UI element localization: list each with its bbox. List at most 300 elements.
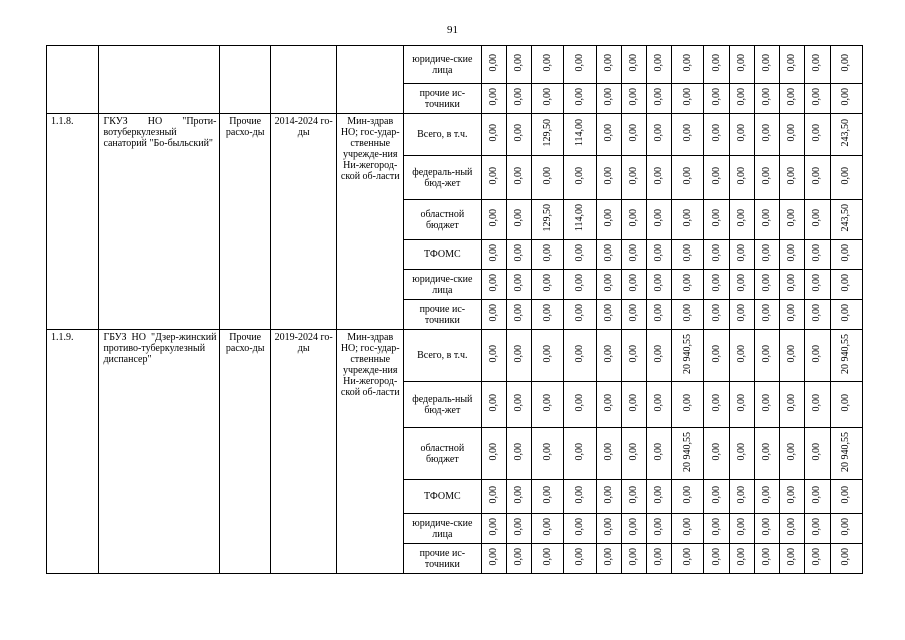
value-cell xyxy=(564,200,596,240)
value-cell xyxy=(647,200,672,240)
value-cell xyxy=(647,114,672,156)
value-cell xyxy=(754,46,779,84)
value-cell xyxy=(564,240,596,270)
value-text: 0,00 xyxy=(735,443,747,461)
value-text: 0,00 xyxy=(573,518,585,536)
value-cell xyxy=(481,300,506,330)
value-text: 0,00 xyxy=(541,518,553,536)
value-cell xyxy=(532,544,564,574)
value-cell xyxy=(647,156,672,200)
value-text: 0,00 xyxy=(512,443,524,461)
value-cell xyxy=(704,544,729,574)
value-cell xyxy=(506,240,531,270)
value-text: 0,00 xyxy=(487,518,499,536)
value-text: 0,00 xyxy=(840,518,852,536)
value-cell xyxy=(596,200,621,240)
value-text: 0,00 xyxy=(710,54,722,72)
value-cell xyxy=(506,300,531,330)
value-text: 0,00 xyxy=(681,518,693,536)
value-text: 0,00 xyxy=(627,518,639,536)
value-text: 0,00 xyxy=(681,54,693,72)
value-text: 0,00 xyxy=(681,394,693,412)
value-text: 0,00 xyxy=(541,167,553,185)
source-cell: юридиче-ские лица xyxy=(404,514,482,544)
value-cell xyxy=(704,114,729,156)
value-text: 0,00 xyxy=(541,394,553,412)
value-cell xyxy=(729,514,754,544)
value-text: 0,00 xyxy=(541,304,553,322)
value-text: 0,00 xyxy=(512,124,524,142)
value-cell xyxy=(564,84,596,114)
value-cell xyxy=(532,114,564,156)
value-cell xyxy=(704,84,729,114)
value-text: 0,00 xyxy=(487,88,499,106)
value-cell xyxy=(647,544,672,574)
value-text: 20 940,55 xyxy=(840,334,852,374)
value-cell xyxy=(780,156,805,200)
value-text: 0,00 xyxy=(786,486,798,504)
value-cell xyxy=(729,270,754,300)
value-text: 0,00 xyxy=(710,443,722,461)
value-cell xyxy=(830,114,863,156)
name-cell xyxy=(99,46,220,114)
value-cell xyxy=(564,382,596,428)
value-cell xyxy=(729,544,754,574)
executor: Мин-здрав НО; гос-удар-ственные учрежде-ния Ни-жегород-ской об-ласти xyxy=(337,114,404,330)
value-cell xyxy=(672,480,704,514)
value-cell xyxy=(506,480,531,514)
value-text: 0,00 xyxy=(573,345,585,363)
value-text: 0,00 xyxy=(760,88,772,106)
value-text: 0,00 xyxy=(735,394,747,412)
value-cell xyxy=(830,300,863,330)
value-text: 0,00 xyxy=(760,124,772,142)
value-text: 0,00 xyxy=(627,124,639,142)
value-cell xyxy=(506,156,531,200)
value-text: 20 940,55 xyxy=(681,334,693,374)
value-text: 0,00 xyxy=(786,244,798,262)
value-cell xyxy=(754,428,779,480)
value-cell xyxy=(564,544,596,574)
value-cell xyxy=(532,480,564,514)
value-text: 0,00 xyxy=(653,54,665,72)
value-text: 0,00 xyxy=(573,304,585,322)
value-cell xyxy=(704,382,729,428)
value-cell xyxy=(729,330,754,382)
value-cell xyxy=(621,156,646,200)
number-cell xyxy=(47,46,99,114)
value-text: 0,00 xyxy=(786,518,798,536)
value-text: 0,00 xyxy=(541,548,553,566)
value-cell xyxy=(564,270,596,300)
value-text: 0,00 xyxy=(487,209,499,227)
value-text: 0,00 xyxy=(602,209,614,227)
value-cell xyxy=(754,480,779,514)
value-cell xyxy=(729,156,754,200)
value-cell xyxy=(729,84,754,114)
value-cell xyxy=(596,544,621,574)
value-text: 129,50 xyxy=(541,119,553,147)
value-text: 0,00 xyxy=(627,486,639,504)
value-cell xyxy=(596,382,621,428)
value-cell xyxy=(780,46,805,84)
value-text: 0,00 xyxy=(786,345,798,363)
value-text: 0,00 xyxy=(710,124,722,142)
value-cell xyxy=(704,300,729,330)
years: 2019-2024 го-ды xyxy=(270,330,337,574)
value-cell xyxy=(805,114,830,156)
value-cell xyxy=(481,114,506,156)
value-cell xyxy=(805,46,830,84)
value-text: 0,00 xyxy=(760,548,772,566)
value-text: 0,00 xyxy=(735,274,747,292)
value-cell xyxy=(805,240,830,270)
value-cell xyxy=(704,200,729,240)
value-text: 0,00 xyxy=(541,54,553,72)
value-text: 0,00 xyxy=(487,244,499,262)
value-cell xyxy=(754,300,779,330)
value-cell xyxy=(532,240,564,270)
value-text: 0,00 xyxy=(735,345,747,363)
value-cell xyxy=(704,428,729,480)
source-cell: прочие ис-точники xyxy=(404,84,482,114)
value-cell xyxy=(564,300,596,330)
value-text: 0,00 xyxy=(512,274,524,292)
value-cell xyxy=(647,270,672,300)
value-cell xyxy=(830,382,863,428)
value-cell xyxy=(621,382,646,428)
value-cell xyxy=(506,84,531,114)
value-text: 0,00 xyxy=(653,304,665,322)
value-text: 0,00 xyxy=(811,443,823,461)
value-cell xyxy=(729,382,754,428)
value-cell xyxy=(532,300,564,330)
value-cell xyxy=(704,240,729,270)
value-text: 0,00 xyxy=(487,124,499,142)
value-text: 0,00 xyxy=(627,274,639,292)
value-text: 0,00 xyxy=(811,244,823,262)
value-cell xyxy=(481,514,506,544)
value-text: 0,00 xyxy=(760,54,772,72)
value-text: 0,00 xyxy=(840,304,852,322)
value-cell xyxy=(532,46,564,84)
value-cell xyxy=(621,300,646,330)
value-cell xyxy=(481,156,506,200)
value-cell xyxy=(647,330,672,382)
value-text: 0,00 xyxy=(653,486,665,504)
value-text: 0,00 xyxy=(735,518,747,536)
value-cell xyxy=(830,46,863,84)
table-row xyxy=(47,46,863,84)
value-text: 0,00 xyxy=(487,443,499,461)
value-cell xyxy=(672,240,704,270)
value-text: 0,00 xyxy=(735,209,747,227)
value-text: 0,00 xyxy=(760,394,772,412)
value-text: 0,00 xyxy=(512,88,524,106)
value-cell xyxy=(830,270,863,300)
value-text: 0,00 xyxy=(735,244,747,262)
source-cell: прочие ис-точники xyxy=(404,544,482,574)
source-cell: юридиче-ские лица xyxy=(404,270,482,300)
source-cell: Всего, в т.ч. xyxy=(404,330,482,382)
value-cell xyxy=(780,240,805,270)
value-text: 0,00 xyxy=(710,345,722,363)
value-text: 0,00 xyxy=(811,54,823,72)
value-cell xyxy=(506,544,531,574)
value-text: 114,00 xyxy=(573,119,585,147)
value-text: 0,00 xyxy=(681,486,693,504)
value-cell xyxy=(647,300,672,330)
value-cell xyxy=(596,46,621,84)
value-cell xyxy=(780,300,805,330)
value-cell xyxy=(564,156,596,200)
value-text: 0,00 xyxy=(602,548,614,566)
source-cell: прочие ис-точники xyxy=(404,300,482,330)
value-cell xyxy=(596,330,621,382)
value-cell xyxy=(621,46,646,84)
value-cell xyxy=(780,270,805,300)
value-text: 0,00 xyxy=(512,394,524,412)
value-cell xyxy=(481,84,506,114)
value-cell xyxy=(780,428,805,480)
value-cell xyxy=(729,200,754,240)
value-cell xyxy=(729,428,754,480)
value-text: 0,00 xyxy=(653,124,665,142)
value-cell xyxy=(704,46,729,84)
value-cell xyxy=(805,480,830,514)
value-text: 0,00 xyxy=(653,274,665,292)
value-cell xyxy=(754,382,779,428)
value-text: 0,00 xyxy=(573,167,585,185)
value-text: 0,00 xyxy=(811,394,823,412)
value-cell xyxy=(532,382,564,428)
value-text: 0,00 xyxy=(760,518,772,536)
value-cell xyxy=(532,330,564,382)
expense-type: Прочие расхо-ды xyxy=(220,114,270,330)
value-cell xyxy=(506,428,531,480)
value-cell xyxy=(564,514,596,544)
value-cell xyxy=(780,84,805,114)
value-text: 0,00 xyxy=(786,54,798,72)
value-cell xyxy=(647,428,672,480)
value-cell xyxy=(780,200,805,240)
value-cell xyxy=(704,270,729,300)
value-cell xyxy=(506,46,531,84)
value-cell xyxy=(830,428,863,480)
value-text: 0,00 xyxy=(681,88,693,106)
value-text: 0,00 xyxy=(573,88,585,106)
value-text: 0,00 xyxy=(681,124,693,142)
value-text: 0,00 xyxy=(760,345,772,363)
value-cell xyxy=(672,428,704,480)
value-cell xyxy=(805,382,830,428)
value-text: 0,00 xyxy=(602,274,614,292)
value-text: 0,00 xyxy=(602,304,614,322)
value-text: 0,00 xyxy=(512,518,524,536)
value-cell xyxy=(481,240,506,270)
value-text: 0,00 xyxy=(487,394,499,412)
value-cell xyxy=(596,300,621,330)
value-cell xyxy=(506,382,531,428)
value-text: 0,00 xyxy=(710,394,722,412)
budget-table xyxy=(46,45,863,574)
value-cell xyxy=(596,428,621,480)
value-text: 0,00 xyxy=(512,209,524,227)
source-cell: ТФОМС xyxy=(404,480,482,514)
value-text: 0,00 xyxy=(653,209,665,227)
value-cell xyxy=(672,514,704,544)
value-cell xyxy=(621,428,646,480)
value-cell xyxy=(621,270,646,300)
value-text: 20 940,55 xyxy=(681,432,693,472)
value-cell xyxy=(647,240,672,270)
value-cell xyxy=(596,480,621,514)
expense-cell xyxy=(220,46,270,114)
value-text: 0,00 xyxy=(627,54,639,72)
value-cell xyxy=(805,428,830,480)
value-text: 0,00 xyxy=(627,443,639,461)
value-cell xyxy=(596,240,621,270)
source-cell: федераль-ный бюд-жет xyxy=(404,156,482,200)
value-cell xyxy=(481,480,506,514)
value-cell xyxy=(805,270,830,300)
value-cell xyxy=(672,382,704,428)
value-cell xyxy=(754,114,779,156)
value-cell xyxy=(830,200,863,240)
value-cell xyxy=(506,514,531,544)
value-text: 0,00 xyxy=(811,88,823,106)
item-name: ГКУЗ НО "Проти-вотуберкулезный санаторий "Бо-быльский" xyxy=(99,114,220,330)
value-cell xyxy=(704,330,729,382)
value-cell xyxy=(621,84,646,114)
value-cell xyxy=(564,330,596,382)
executor-cell xyxy=(337,46,404,114)
source-cell: областной бюджет xyxy=(404,200,482,240)
value-text: 0,00 xyxy=(735,548,747,566)
value-text: 0,00 xyxy=(710,244,722,262)
value-text: 0,00 xyxy=(512,167,524,185)
value-cell xyxy=(481,330,506,382)
value-text: 0,00 xyxy=(541,88,553,106)
value-text: 0,00 xyxy=(653,443,665,461)
value-text: 0,00 xyxy=(541,345,553,363)
value-text: 0,00 xyxy=(786,167,798,185)
value-cell xyxy=(672,114,704,156)
value-cell xyxy=(754,514,779,544)
value-text: 0,00 xyxy=(710,548,722,566)
value-text: 0,00 xyxy=(602,54,614,72)
value-cell xyxy=(830,156,863,200)
value-text: 0,00 xyxy=(573,244,585,262)
value-text: 0,00 xyxy=(627,88,639,106)
value-cell xyxy=(672,156,704,200)
value-cell xyxy=(506,270,531,300)
value-text: 0,00 xyxy=(627,345,639,363)
value-text: 0,00 xyxy=(602,88,614,106)
value-text: 0,00 xyxy=(760,244,772,262)
value-cell xyxy=(672,330,704,382)
value-cell xyxy=(621,514,646,544)
value-text: 20 940,55 xyxy=(840,432,852,472)
value-text: 0,00 xyxy=(653,548,665,566)
value-cell xyxy=(805,514,830,544)
value-cell xyxy=(481,200,506,240)
years: 2014-2024 го-ды xyxy=(270,114,337,330)
value-text: 0,00 xyxy=(811,548,823,566)
value-text: 0,00 xyxy=(512,345,524,363)
value-text: 0,00 xyxy=(573,548,585,566)
value-text: 0,00 xyxy=(786,394,798,412)
value-text: 0,00 xyxy=(735,167,747,185)
value-text: 0,00 xyxy=(840,548,852,566)
value-text: 0,00 xyxy=(735,486,747,504)
value-text: 0,00 xyxy=(735,88,747,106)
value-cell xyxy=(621,200,646,240)
value-text: 0,00 xyxy=(602,244,614,262)
source-cell: областной бюджет xyxy=(404,428,482,480)
value-text: 0,00 xyxy=(541,274,553,292)
value-text: 0,00 xyxy=(786,548,798,566)
value-cell xyxy=(481,382,506,428)
value-cell xyxy=(564,480,596,514)
value-cell xyxy=(532,200,564,240)
value-text: 0,00 xyxy=(653,518,665,536)
value-cell xyxy=(621,240,646,270)
value-text: 0,00 xyxy=(541,443,553,461)
value-text: 0,00 xyxy=(681,548,693,566)
value-cell xyxy=(672,200,704,240)
value-text: 0,00 xyxy=(710,274,722,292)
value-cell xyxy=(596,270,621,300)
value-text: 0,00 xyxy=(710,88,722,106)
value-text: 0,00 xyxy=(840,394,852,412)
value-text: 243,50 xyxy=(840,119,852,147)
value-cell xyxy=(805,200,830,240)
value-text: 0,00 xyxy=(653,394,665,412)
value-cell xyxy=(621,330,646,382)
page-number: 91 xyxy=(447,24,458,36)
value-cell xyxy=(647,46,672,84)
value-text: 0,00 xyxy=(760,167,772,185)
value-text: 0,00 xyxy=(760,274,772,292)
value-text: 0,00 xyxy=(840,54,852,72)
value-text: 0,00 xyxy=(760,209,772,227)
value-text: 0,00 xyxy=(681,304,693,322)
value-cell xyxy=(596,514,621,544)
value-cell xyxy=(481,46,506,84)
value-text: 0,00 xyxy=(681,167,693,185)
value-text: 0,00 xyxy=(811,167,823,185)
value-cell xyxy=(729,240,754,270)
value-cell xyxy=(672,270,704,300)
value-text: 0,00 xyxy=(811,518,823,536)
value-cell xyxy=(780,544,805,574)
value-text: 0,00 xyxy=(487,486,499,504)
value-text: 0,00 xyxy=(840,486,852,504)
value-cell xyxy=(564,428,596,480)
value-text: 0,00 xyxy=(573,486,585,504)
value-text: 0,00 xyxy=(735,124,747,142)
source-cell: федераль-ный бюд-жет xyxy=(404,382,482,428)
value-text: 0,00 xyxy=(653,167,665,185)
value-text: 0,00 xyxy=(653,244,665,262)
value-text: 0,00 xyxy=(760,443,772,461)
value-text: 0,00 xyxy=(512,54,524,72)
value-text: 0,00 xyxy=(840,244,852,262)
value-text: 0,00 xyxy=(602,443,614,461)
value-cell xyxy=(830,514,863,544)
expense-type: Прочие расхо-ды xyxy=(220,330,270,574)
